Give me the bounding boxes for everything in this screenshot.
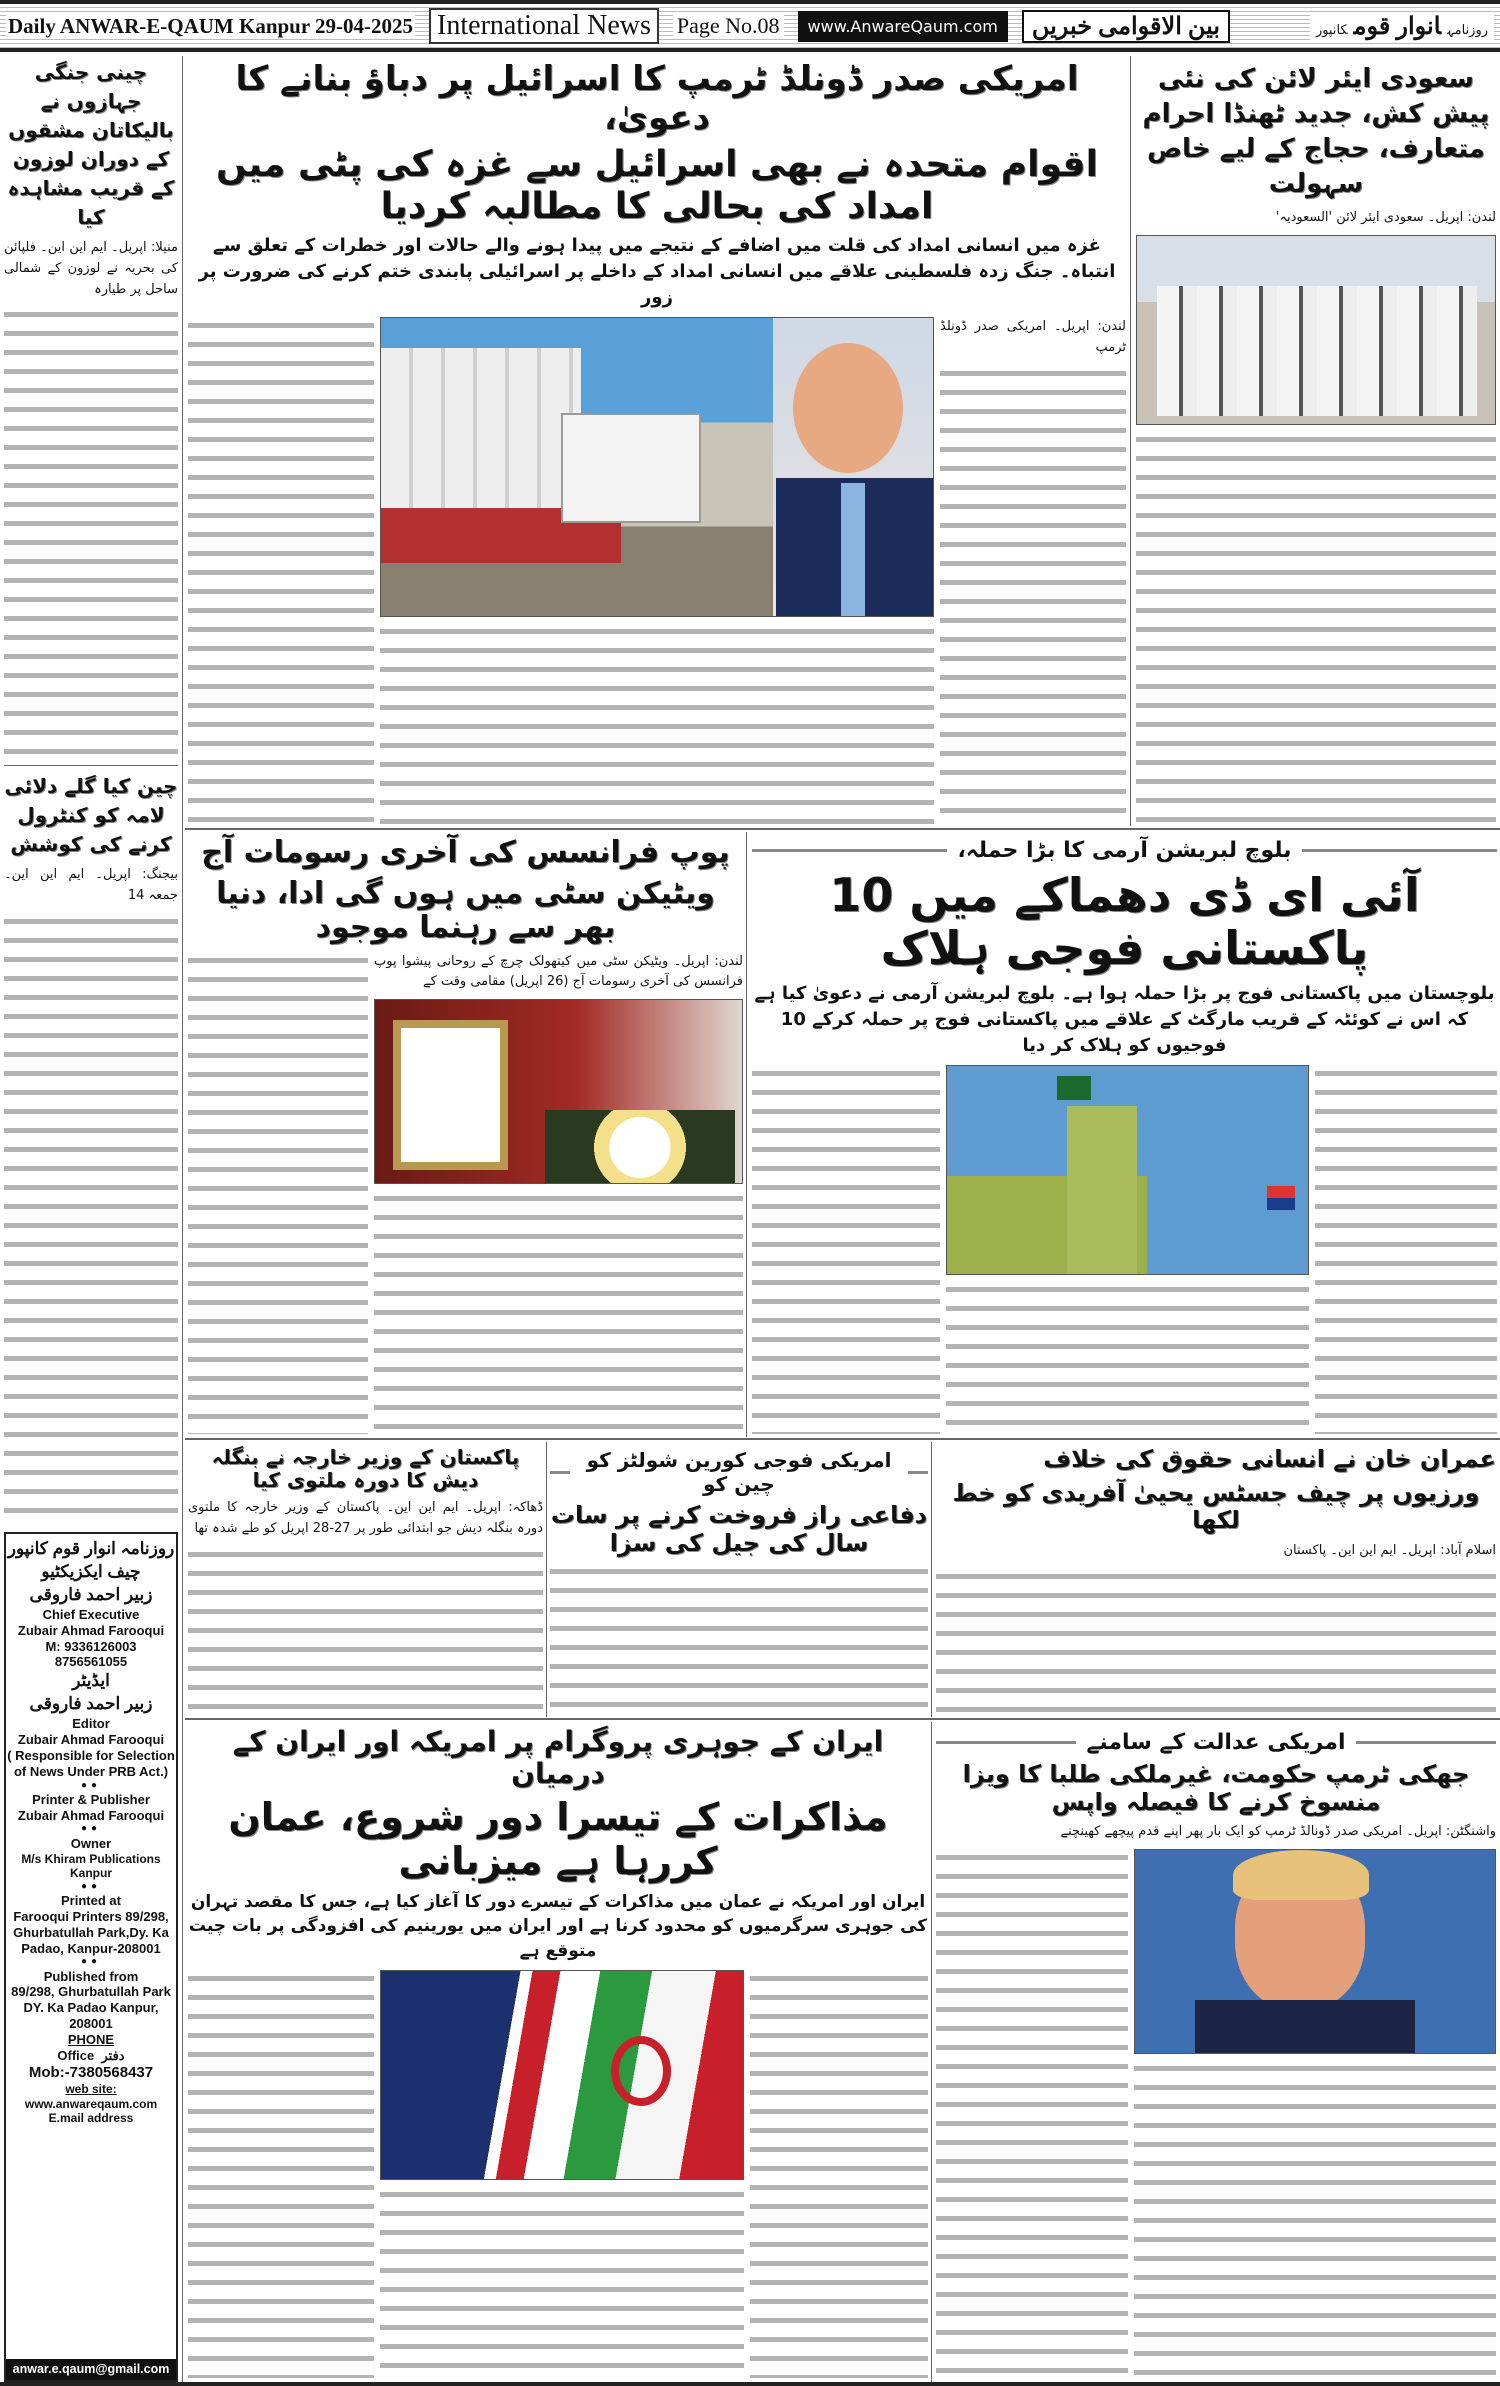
published-label: Published from [43,1968,139,1984]
email-link[interactable]: anwar.e.qaum@gmail.com [6,2359,176,2380]
article-body-text [936,1568,1496,1714]
logo-prefix: روزنامہ [1447,21,1488,37]
headline: پاکستان کے وزیر خارجہ نے بنگلہ دیش کا دورہ ملتوی کیا [211,1445,520,1492]
kicker-text: امریکی عدالت کے سامنے [1086,1730,1346,1755]
logo-city: کانپور [1315,21,1348,37]
story-trump-israel [188,60,1126,824]
article-body-text [380,623,934,824]
editor-name-urdu: زبیر احمد فاروقی [29,1694,153,1714]
headline: چینی جنگی جہازوں نے بالیکاتان مشقوں کے دوران لوزون کے قریب مشاہدہ کیا [7,60,175,229]
headline: آئی ای ڈی دھماکے میں 10 پاکستانی فوجی ہلاک [829,868,1420,975]
story-baloch-attack [752,838,1497,1434]
web-label: web site: [65,2082,117,2097]
mobile-2: 8756561055 [54,1654,128,1670]
headline-1: پوپ فرانسس کی آخری رسومات آج [201,835,730,870]
article-body [936,1849,1496,2378]
lead-text: منیلا: اپریل۔ ایم این این۔ فلپائن کی بحریہ نے لوزون کے شمالی ساحل پر طیارہ [4,240,178,297]
lead-text: لندن: اپریل۔ سعودی ایئر لائن 'السعودیہ' [1275,210,1496,226]
article-body-text [752,1065,940,1434]
article-body [188,952,743,1435]
story-china-ships [4,58,178,760]
headline: دفاعی راز فروخت کرنے پر سات سال کی جیل کی سزا [550,1501,928,1557]
story-schultz-sentence [550,1448,928,1714]
kicker-text: امریکی فوجی کورین شولٹز کو چین کو [586,1448,892,1496]
headline: جھکی ٹرمپ حکومت، غیرملکی طلبا کا ویزا منسوخ کرنے کا فیصلہ واپس [962,1760,1470,1816]
article-body-text [1136,431,1496,824]
photo-aid-trucks-trump [380,317,934,617]
lead-text: واشنگٹن: اپریل۔ امریکی صدر ڈونالڈ ٹرمپ کو ایک بار پھر اپنے قدم پیچھے کھینچنے [1060,1824,1496,1840]
story-pak-fm-bangladesh [188,1446,543,1714]
kicker [550,1448,928,1496]
office-mobile: Mob:-7380568437 [28,2063,154,2081]
article-body [188,1970,928,2378]
imprint-box: روزنامہ انوار قوم کانپور چیف ایکزیکٹیو زبیر احمد فاروقی Chief Executive Zubair Ahmad Farooqui M: 9336126003 8756561055 ایڈیٹر زبیر احمد فاروقی Editor Zubair Ahmad Farooqui ( Responsible for Selection of News Under PRB Act.) ●● Printer & Publisher Zubair Ahmad Farooqui ●● Owner M/s Khiram Publications Kanpur ●● Printed at Farooqui Printers 89/298, Ghurbatullah Park,Dy. Ka Padao, Kanpur-208001 ●● Published from 89/298, Ghurbatullah Park DY. Ka Padao Kanpur, 208001 PHONE Office دفتر Mob:-7380568437 web site: www.anwareqaum.com E.mail address anwar.e.qaum@gmail.com [4,1532,178,2382]
article-column [940,317,1126,824]
article-column [374,952,743,1435]
kicker [752,838,1497,863]
article-body-text [188,1546,543,1714]
printed-at: Farooqui Printers 89/298, Ghurbatullah Park,Dy. Ka Padao, Kanpur-208001 [13,1908,169,1956]
story-student-visa [936,1730,1496,2378]
newspaper-logo [1310,12,1494,41]
article-body-text [4,913,178,1526]
photo-pope-portrait [374,999,743,1184]
owner-name: M/s Khiram Publications Kanpur [21,1851,161,1881]
page-number: Page No.08 [673,13,784,39]
article-body-text [940,365,1126,824]
headline: چین کیا گلے دلائی لامہ کو کنٹرول کرنے کی کوشش [4,774,178,856]
article-body-text [188,952,368,1435]
article-body-text [936,1849,1128,2378]
office-label: Office [57,2047,95,2063]
printer-name: Zubair Ahmad Farooqui [17,1807,165,1823]
article-body-text [750,1970,928,2378]
subhead: غزہ میں انسانی امداد کی قلت میں اضافے کے نتیجے میں پیدا ہونے والے حالات اور خطرات کے تعلق سے انتباہ۔ جنگ زدہ فلسطینی علاقے میں انسانی امداد کے داخلے پر اسرائیلی پابندی ختم کرنے کی ضرورت پر زور [198,234,1116,309]
headline-1: عمران خان نے انسانی حقوق کی خلاف [1043,1445,1496,1473]
article-body-text [4,306,178,760]
masthead-strip [0,0,1500,52]
name-urdu: زبیر احمد فاروقی [29,1584,153,1604]
story-imran-khan-letter [936,1446,1496,1714]
article-body-text [380,2186,744,2378]
lead-text: لندن: اپریل۔ ویٹیکن سٹی میں کیتھولک چرچ کے روحانی پیشوا پوپ فرانسس کی آخری رسومات آج (26 اپریل) مقامی وقت کے [374,953,743,990]
website-link[interactable]: www.AnwareQaum.com [798,11,1008,42]
subhead: بلوچستان میں پاکستانی فوج پر بڑا حملہ ہوا ہے۔ بلوچ لبریشن آرمی نے دعویٰ کیا ہے کہ اس نے کوئٹہ کے قریب مارگٹ کے علاقے میں پاکستانی فوج پر حملہ کرکے 10 فوجیوں کو ہلاک کر دیا [754,982,1495,1056]
web-link[interactable]: www.anwareqaum.com [24,2096,158,2111]
photo-pilgrims-ihram [1136,235,1496,425]
printed-label: Printed at [61,1892,121,1908]
headline-2: ورزیوں پر چیف جسٹس یحییٰ آفریدی کو خط لکھا [952,1478,1480,1535]
lead-text: لندن: اپریل۔ امریکی صدر ڈونلڈ ٹرمپ [940,319,1126,356]
photo-army-tower-flag [946,1065,1309,1275]
article-body-text [1134,2060,1496,2378]
kicker-text: بلوچ لبریشن آرمی کا بڑا حملہ، [957,838,1292,863]
article-body [188,317,1126,824]
story-iran-talks [188,1726,928,2378]
email-label: E.mail address [48,2111,134,2126]
section-title-urdu: بین الاقوامی خبریں [1022,10,1230,43]
lead-text: اسلام آباد: اپریل۔ ایم این این۔ پاکستان [1283,1542,1496,1558]
phone-label: PHONE [67,2032,115,2048]
imprint-logo: روزنامہ انوار قوم کانپور [7,1539,175,1558]
headline-1: ایران کے جوہری پروگرام پر امریکہ اور ایران کے درمیان [232,1725,884,1791]
editor-name: Zubair Ahmad Farooqui [17,1731,165,1747]
story-pope-funeral [188,836,743,1434]
article-body-text [374,1190,743,1434]
headline-2: مذاکرات کے تیسرا دور شروع، عمان کررہا ہے میزبانی [228,1795,888,1884]
section-title: International News [429,8,659,44]
photo-us-iran-flags [380,1970,744,2180]
article-body-text [1315,1065,1497,1434]
subhead: ایران اور امریکہ نے عمان میں مذاکرات کے تیسرے دور کا آغاز کیا ہے، جس کا مقصد تہران کی جوہری سرگرمیوں کو محدود کرنا ہے اور ایران میں یورینیم کی افزودگی پر بات چیت متوقع ہے [188,1891,928,1962]
article-body-text [188,1970,374,2378]
kicker [936,1730,1496,1755]
editor-label: Editor [72,1716,110,1732]
published-from: 89/298, Ghurbatullah Park DY. Ka Padao Kanpur, 208001 [11,1984,171,2032]
office-urdu: دفتر [101,2047,125,2063]
chief-exec-urdu: چیف ایکزیکٹیو [41,1561,141,1581]
article-body-text [188,317,374,824]
article-body-text [550,1563,928,1714]
mobile-1: M: 9336126003 [45,1638,137,1654]
owner-label: Owner [70,1835,112,1851]
story-saudi-ihram [1136,62,1496,824]
lead-text: ڈھاکہ: اپریل۔ ایم این این۔ پاکستان کے وزیر خارجہ کا ملتوی دورہ بنگلہ دیش جو ابتدائی طور پر 27-28 اپریل کو طے شدہ تھا [188,1500,543,1536]
printer-label: Printer & Publisher [32,1791,150,1807]
chief-exec-label: Chief Executive [42,1606,140,1622]
headline-2: ویٹیکن سٹی میں ہوں گی ادا، دنیا بھر سے رہنما موجود [216,875,715,945]
chief-exec-name: Zubair Ahmad Farooqui [17,1622,165,1638]
photo-trump [1134,1849,1496,2054]
headline-2: اقوام متحدہ نے بھی اسرائیل سے غزہ کی پٹی میں امداد کی بحالی کا مطالبہ کردیا [216,144,1098,227]
date-line: Daily ANWAR-E-QAUM Kanpur 29-04-2025 [8,13,414,38]
article-body [752,1065,1497,1434]
story-dalai-lama [4,772,178,1526]
editor-urdu: ایڈیٹر [72,1671,110,1691]
headline: سعودی ایئر لائن کی نئی پیش کش، جدید ٹھنڈا احرام متعارف، حجاج کے لیے خاص سہولت [1142,64,1490,200]
prb-note: ( Responsible for Selection of News Under PRB Act.) [7,1747,175,1779]
logo-text: انوار قوم [1353,13,1441,40]
headline-1: امریکی صدر ڈونلڈ ٹرمپ کا اسرائیل پر دباؤ بنانے کا دعویٰ، [235,59,1079,139]
lead-text: بیجنگ: اپریل۔ ایم این این۔ جمعہ 14 [4,867,178,903]
article-body-text [946,1281,1309,1434]
